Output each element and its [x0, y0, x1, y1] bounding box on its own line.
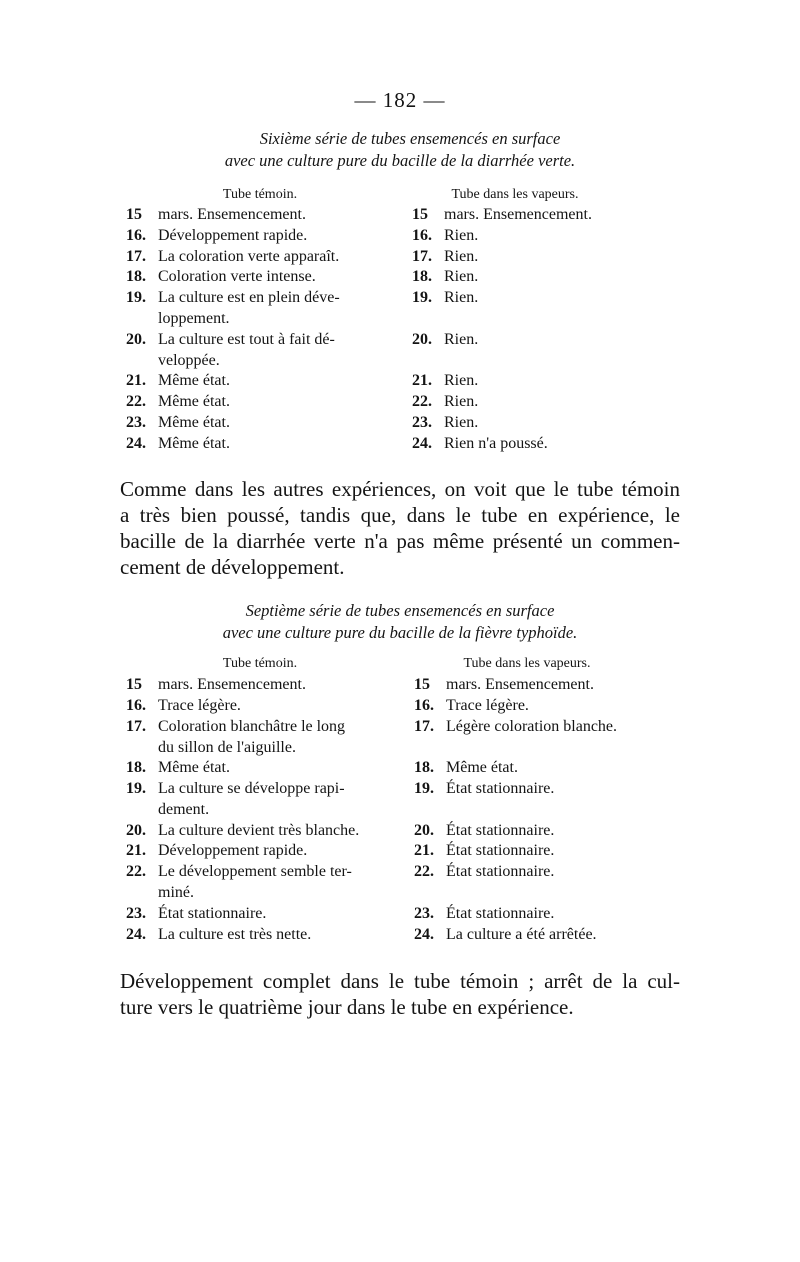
entry-continuation-line: dement.: [158, 801, 210, 818]
entry-day: 15: [412, 206, 428, 223]
entry-day: 23.: [414, 904, 434, 922]
entry-day: 15: [414, 676, 430, 693]
entry-text: [158, 329, 335, 371]
entry-row: [414, 820, 554, 841]
entry-row: [412, 204, 592, 225]
entry-line: État stationnaire.: [446, 863, 555, 881]
entry-day: 20.: [126, 821, 146, 839]
entry-day: 22.: [126, 863, 146, 881]
entry-line: Même état.: [158, 434, 230, 452]
entry-text: [444, 329, 478, 350]
entry-row: [412, 412, 478, 433]
entry-line: Rien.: [444, 393, 479, 411]
entry-text: [158, 924, 311, 945]
section6-caption-line2: avec une culture pure du bacille de la diarrhée verte.: [224, 151, 576, 170]
entry-row: [126, 674, 306, 695]
entry-text: [158, 225, 307, 246]
entry-row: [126, 716, 345, 758]
entry-line: mars. Ensemencement.: [158, 676, 306, 693]
entry-line: La culture est très nette.: [158, 925, 312, 943]
entry-row: [412, 433, 548, 454]
entry-text: [158, 820, 359, 841]
entry-line: Même état.: [446, 759, 518, 777]
entry-row: [412, 370, 478, 391]
entry-day: 17.: [412, 247, 432, 265]
entry-row: [412, 246, 478, 267]
entry-line: mars. Ensemencement.: [446, 676, 594, 693]
entry-line: État stationnaire.: [446, 842, 555, 860]
entry-line: mars. Ensemencement.: [444, 206, 592, 223]
entry-text: [158, 716, 345, 758]
entry-continuation-line: miné.: [158, 884, 194, 902]
paragraph-1: [120, 476, 680, 580]
entry-day: 21.: [126, 842, 146, 860]
entry-row: [414, 924, 597, 945]
entry-text: [158, 433, 230, 454]
entry-text: [444, 412, 478, 433]
entry-day: 15: [126, 676, 142, 693]
entry-text: [444, 204, 592, 225]
entry-line: Rien.: [444, 247, 479, 265]
entry-row: [126, 246, 339, 267]
entry-text: [158, 412, 230, 433]
entry-row: [414, 840, 554, 861]
entry-line: État stationnaire.: [446, 821, 555, 839]
entry-text: [158, 266, 316, 287]
entry-line: Même état.: [158, 372, 230, 390]
entry-day: 24.: [126, 434, 146, 452]
entry-day: 16.: [126, 696, 146, 714]
entry-row: [126, 433, 230, 454]
entry-text: [444, 287, 478, 308]
entry-text: [158, 246, 339, 267]
entry-line: Légère coloration blanche.: [446, 717, 618, 735]
entry-day: 23.: [412, 414, 432, 431]
entry-day: 23.: [126, 904, 146, 922]
entry-text: [158, 287, 340, 329]
entry-text: [446, 716, 617, 737]
entry-line: Coloration verte intense.: [158, 268, 316, 286]
entry-day: 19.: [412, 289, 432, 307]
entry-text: [158, 674, 306, 695]
entry-line: Trace légère.: [158, 696, 241, 714]
entry-row: [126, 924, 311, 945]
entry-day: 22.: [126, 393, 146, 411]
entry-text: [444, 391, 478, 412]
entry-day: 19.: [126, 289, 146, 307]
entry-row: [414, 757, 518, 778]
entry-day: 23.: [126, 414, 146, 431]
entry-line: Rien.: [444, 372, 479, 390]
section6-left-header: Tube témoin.: [222, 187, 298, 202]
entry-text: [158, 757, 230, 778]
entry-day: 18.: [126, 759, 146, 777]
entry-text: [158, 695, 241, 716]
entry-continuation-line: veloppée.: [158, 351, 220, 369]
entry-day: 20.: [414, 821, 434, 839]
entry-line: Rien n'a poussé.: [444, 434, 548, 452]
entry-line: Rien.: [444, 330, 479, 348]
entry-day: 24.: [412, 434, 432, 452]
entry-row: [412, 266, 478, 287]
entry-text: [446, 903, 554, 924]
entry-line: La culture est tout à fait dé-: [158, 330, 335, 348]
entry-row: [126, 778, 345, 820]
entry-text: [158, 840, 307, 861]
entry-text: [158, 903, 266, 924]
entry-row: [126, 391, 230, 412]
entry-text: [444, 433, 548, 454]
entry-row: [412, 287, 478, 308]
entry-continuation-line: loppement.: [158, 310, 230, 328]
entry-text: [444, 370, 478, 391]
entry-continuation-line: du sillon de l'aiguille.: [158, 738, 296, 756]
entry-row: [126, 287, 340, 329]
section7-right-header: Tube dans les vapeurs.: [463, 656, 591, 671]
entry-line: mars. Ensemencement.: [158, 206, 306, 223]
entry-day: 18.: [412, 268, 432, 286]
entry-row: [126, 695, 241, 716]
paragraph-1-line: Comme dans les autres expériences, on voit que le tube témoin: [120, 477, 680, 501]
paragraph-1-line: a très bien poussé, tandis que, dans le tube en expérience, le: [120, 503, 680, 527]
entry-day: 18.: [126, 268, 146, 286]
entry-line: Développement rapide.: [158, 842, 308, 860]
entry-text: [446, 840, 554, 861]
entry-day: 15: [126, 206, 142, 223]
section6-right-header: Tube dans les vapeurs.: [451, 187, 579, 202]
entry-row: [126, 225, 307, 246]
entry-row: [126, 861, 352, 903]
entry-text: [446, 861, 554, 882]
entry-line: La culture est en plein déve-: [158, 289, 340, 307]
entry-line: Rien.: [444, 414, 479, 431]
page-number: — 182 —: [354, 88, 446, 112]
entry-row: [414, 903, 554, 924]
entry-text: [158, 370, 230, 391]
entry-row: [414, 674, 594, 695]
entry-row: [126, 412, 230, 433]
entry-text: [446, 778, 554, 799]
entry-line: La coloration verte apparaît.: [158, 247, 340, 265]
entry-row: [126, 820, 359, 841]
entry-line: Même état.: [158, 393, 230, 411]
paragraph-2-line: ture vers le quatrième jour dans le tube en expérience.: [120, 995, 574, 1019]
section6-caption-line1: Sixième série de tubes ensemencés en surface: [259, 129, 561, 148]
entry-row: [126, 370, 230, 391]
entry-day: 16.: [414, 696, 434, 714]
paragraph-1-line: cement de développement.: [120, 555, 345, 579]
entry-day: 22.: [414, 863, 434, 881]
paragraph-1-line: bacille de la diarrhée verte n'a pas même présenté un commen-: [120, 529, 680, 553]
entry-text: [444, 225, 478, 246]
entry-day: 21.: [414, 842, 434, 860]
entry-text: [158, 778, 345, 820]
entry-row: [414, 716, 617, 737]
entry-text: [446, 924, 597, 945]
entry-row: [126, 266, 316, 287]
entry-day: 20.: [412, 330, 432, 348]
section7-caption-line2: avec une culture pure du bacille de la fièvre typhoïde.: [222, 623, 578, 642]
entry-text: [446, 674, 594, 695]
entry-day: 16.: [126, 226, 146, 244]
entry-row: [126, 840, 307, 861]
section7-caption: [0, 600, 800, 644]
entry-line: Trace légère.: [446, 696, 529, 714]
entry-text: [158, 391, 230, 412]
paragraph-2-line: Développement complet dans le tube témoin ; arrêt de la cul-: [120, 969, 680, 993]
paragraph-2: [120, 968, 680, 1020]
entry-text: [158, 204, 306, 225]
entry-line: La culture devient très blanche.: [158, 821, 360, 839]
entry-day: 17.: [126, 247, 146, 265]
entry-row: [412, 391, 478, 412]
entry-text: [446, 757, 518, 778]
entry-text: [444, 246, 478, 267]
entry-line: Rien.: [444, 268, 479, 286]
entry-line: Même état.: [158, 414, 230, 431]
entry-day: 19.: [414, 780, 434, 797]
entry-text: [446, 695, 529, 716]
entry-day: 19.: [126, 780, 146, 797]
entry-row: [126, 757, 230, 778]
entry-day: 24.: [126, 925, 146, 943]
section6-caption: [0, 128, 800, 172]
entry-day: 21.: [126, 372, 146, 390]
section7-caption-line1: Septième série de tubes ensemencés en surface: [245, 601, 555, 620]
entry-row: [126, 204, 306, 225]
entry-row: [414, 861, 554, 882]
entry-text: [446, 820, 554, 841]
entry-day: 22.: [412, 393, 432, 411]
entry-row: [412, 329, 478, 350]
entry-line: Développement rapide.: [158, 226, 308, 244]
entry-row: [412, 225, 478, 246]
entry-line: Le développement semble ter-: [158, 863, 352, 881]
entry-day: 20.: [126, 330, 146, 348]
entry-day: 21.: [412, 372, 432, 390]
entry-line: État stationnaire.: [446, 904, 555, 922]
entry-row: [126, 903, 266, 924]
entry-day: 18.: [414, 759, 434, 777]
entry-line: Même état.: [158, 759, 230, 777]
entry-day: 16.: [412, 226, 432, 244]
entry-line: État stationnaire.: [158, 904, 267, 922]
entry-line: Rien.: [444, 289, 479, 307]
entry-day: 24.: [414, 925, 434, 943]
entry-day: 17.: [126, 717, 146, 735]
entry-row: [126, 329, 335, 371]
entry-line: État stationnaire.: [446, 780, 555, 797]
entry-line: Coloration blanchâtre le long: [158, 717, 346, 735]
entry-row: [414, 695, 529, 716]
entry-line: Rien.: [444, 226, 479, 244]
entry-line: La culture a été arrêtée.: [446, 925, 597, 943]
entry-text: [158, 861, 352, 903]
entry-text: [444, 266, 478, 287]
entry-row: [414, 778, 554, 799]
section7-left-header: Tube témoin.: [222, 656, 298, 671]
entry-day: 17.: [414, 717, 434, 735]
entry-line: La culture se développe rapi-: [158, 780, 345, 797]
